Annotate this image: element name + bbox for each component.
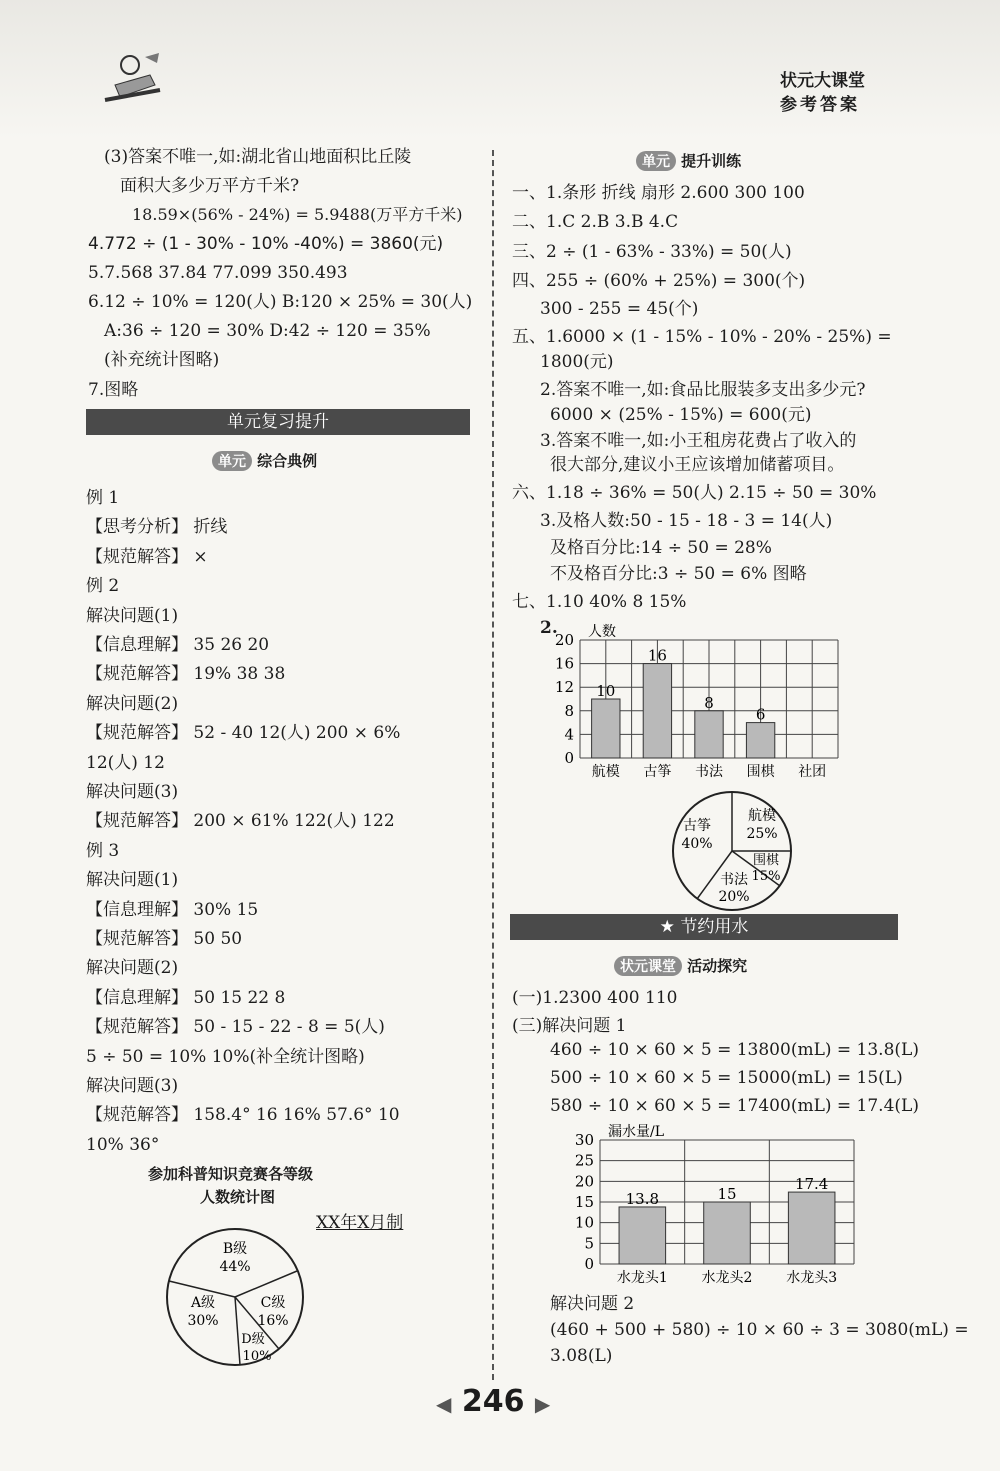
subsection-heading — [636, 150, 741, 171]
pie-label: 30% — [187, 1313, 219, 1329]
example-line: 解决问题(2) — [86, 958, 179, 978]
answer-line: 不及格百分比:3 ÷ 50 = 6% 图略 — [550, 564, 807, 584]
pie-label: 40% — [681, 836, 713, 852]
subsection-heading — [614, 955, 747, 976]
chart-number-label: 2. — [540, 618, 558, 638]
bar — [704, 1202, 751, 1264]
y-tick-label: 10 — [574, 1213, 594, 1232]
answer-line: 500 ÷ 10 × 60 × 5 = 15000(mL) = 15(L) — [550, 1068, 903, 1088]
x-tick-label: 书法 — [695, 764, 723, 780]
answer-line: (460 + 500 + 580) ÷ 10 × 60 ÷ 3 = 3080(mL) = — [550, 1320, 969, 1340]
answer-line: 三、2 ÷ (1 - 63% - 33%) = 50(人) — [512, 242, 792, 262]
subsection-heading — [212, 450, 317, 471]
example-line: 【规范解答】 200 × 61% 122(人) 122 — [86, 811, 395, 831]
pie-label: A级 — [190, 1295, 216, 1311]
y-tick-label: 15 — [574, 1193, 594, 1211]
example-line: 【规范解答】 50 - 15 - 22 - 8 = 5(人) — [86, 1017, 385, 1037]
data-label: 6 — [755, 705, 766, 724]
answer-line: 7.图略 — [88, 380, 139, 400]
answer-line: (一)1.2300 400 110 — [512, 988, 678, 1008]
star-icon: ★ — [659, 917, 681, 937]
bar — [592, 699, 620, 758]
answer-line: 七、1.10 40% 8 15% — [512, 592, 687, 612]
answer-line: 很大部分,建议小王应该增加储蓄项目。 — [550, 455, 845, 475]
example-line: 【规范解答】 50 50 — [86, 929, 243, 949]
subsection-title: 综合典例 — [257, 452, 318, 470]
answer-line: 四、255 ÷ (60% + 25%) = 300(个) — [512, 271, 806, 291]
example-line: 【规范解答】 52 - 40 12(人) 200 × 6% — [86, 723, 401, 743]
pie-label: 10% — [242, 1349, 272, 1364]
section-bar-review: 单元复习提升 — [86, 409, 470, 435]
bar — [695, 711, 723, 758]
example-line: 【规范解答】 × — [86, 547, 208, 567]
next-arrow-icon: ▶ — [534, 1392, 551, 1416]
y-tick-label: 0 — [584, 1255, 594, 1273]
x-tick-label: 水龙头1 — [616, 1270, 668, 1286]
section-bar-title: 节约用水 — [680, 917, 749, 937]
answer-line: 460 ÷ 10 × 60 × 5 = 13800(mL) = 13.8(L) — [550, 1040, 919, 1060]
example-line: 10% 36° — [86, 1135, 160, 1155]
pie-label: 围棋 — [752, 853, 780, 868]
y-tick-label: 5 — [584, 1234, 594, 1253]
answer-line: 1800(元) — [540, 352, 614, 372]
section-bar-water — [510, 914, 898, 940]
answer-line: 6000 × (25% - 15%) = 600(元) — [550, 405, 812, 425]
y-tick-label: 12 — [554, 678, 574, 697]
answer-line: 18.59×(56% - 24%) = 5.9488(万平方千米) — [132, 205, 463, 224]
example-line: 例 2 — [86, 576, 120, 596]
answer-line: 4.772 ÷ (1 - 30% - 10% -40%) = 3860(元) — [88, 234, 444, 254]
answer-line: 二、1.C 2.B 3.B 4.C — [512, 212, 679, 232]
example-line: 【信息理解】 50 15 22 8 — [86, 988, 286, 1008]
answer-line: 五、1.6000 × (1 - 15% - 10% - 20% - 25%) = — [512, 327, 892, 347]
data-label: 17.4 — [794, 1175, 829, 1194]
mascot-icon — [95, 45, 175, 115]
example-line: 例 1 — [86, 488, 120, 508]
data-label: 8 — [704, 693, 714, 712]
y-axis-label: 人数 — [588, 624, 616, 640]
answer-line: 3.08(L) — [550, 1346, 613, 1366]
answer-line: 580 ÷ 10 × 60 × 5 = 17400(mL) = 17.4(L) — [550, 1096, 919, 1116]
example-line: 解决问题(3) — [86, 1076, 179, 1096]
bar — [619, 1207, 666, 1264]
example-line: 解决问题(3) — [86, 782, 179, 802]
answer-line: 六、1.18 ÷ 36% = 50(人) 2.15 ÷ 50 = 30% — [512, 483, 877, 503]
pie-title-line1: 参加科普知识竞赛各等级 — [148, 1165, 314, 1183]
x-tick-label: 水龙头3 — [786, 1270, 838, 1286]
example-line: 【规范解答】 158.4° 16 16% 57.6° 10 — [86, 1105, 400, 1125]
answer-line: 面积大多少万平方千米? — [120, 176, 300, 196]
club-pie-chart — [662, 790, 802, 912]
data-label: 15 — [717, 1185, 737, 1203]
y-tick-label: 8 — [564, 701, 574, 720]
pie-label: 44% — [219, 1259, 251, 1275]
y-tick-label: 16 — [554, 654, 574, 673]
data-label: 10 — [596, 682, 616, 700]
pie-label: 书法 — [720, 872, 748, 888]
example-line: 解决问题(1) — [86, 606, 179, 626]
pie-label: D级 — [241, 1332, 265, 1347]
pie-label: 20% — [718, 889, 750, 905]
class-badge: 状元课堂 — [614, 956, 682, 976]
y-tick-label: 0 — [564, 749, 574, 767]
answer-line: (补充统计图略) — [104, 350, 220, 370]
example-line: 例 3 — [86, 841, 120, 861]
x-tick-label: 古筝 — [643, 764, 672, 780]
answer-line: 3.答案不唯一,如:小王租房花费占了收入的 — [540, 431, 857, 451]
answer-line: 解决问题 2 — [550, 1294, 635, 1314]
y-tick-label: 25 — [574, 1151, 594, 1170]
example-line: 【信息理解】 30% 15 — [86, 900, 259, 920]
answer-line: 3.及格人数:50 - 15 - 18 - 3 = 14(人) — [540, 511, 833, 531]
example-line: 【信息理解】 35 26 20 — [86, 635, 270, 655]
pie-label: 古筝 — [683, 818, 711, 834]
data-label: 16 — [647, 646, 667, 665]
pie-label: B级 — [222, 1241, 248, 1257]
subsection-title: 提升训练 — [681, 152, 742, 170]
subsection-title: 活动探究 — [687, 957, 748, 975]
answer-line: 2.答案不唯一,如:食品比服装多支出多少元? — [540, 380, 866, 400]
y-tick-label: 4 — [564, 725, 574, 744]
pie-label: C级 — [260, 1295, 286, 1311]
pie-title-line2: 人数统计图 — [200, 1188, 276, 1206]
page-number-row — [436, 1384, 550, 1419]
column-divider — [492, 150, 494, 1380]
y-tick-label: 20 — [554, 631, 574, 649]
x-tick-label: 水龙头2 — [701, 1270, 753, 1286]
water-bar-chart — [548, 1120, 868, 1290]
answer-line: 6.12 ÷ 10% = 120(人) B:120 × 25% = 30(人) — [88, 292, 473, 312]
answer-line: 及格百分比:14 ÷ 50 = 28% — [550, 538, 772, 558]
bar — [788, 1192, 835, 1264]
x-tick-label: 航模 — [591, 764, 620, 780]
page-number: 246 — [461, 1384, 525, 1419]
pie-label: 15% — [751, 869, 781, 884]
pie-label: 25% — [746, 826, 778, 842]
pie-label: 航模 — [748, 808, 776, 824]
pie-date: XX年X月制 — [316, 1213, 404, 1233]
answer-line: (3)答案不唯一,如:湖北省山地面积比丘陵 — [104, 147, 412, 167]
bar — [643, 664, 671, 758]
example-line: 12(人) 12 — [86, 753, 165, 773]
bar — [746, 723, 774, 758]
pie-label: 16% — [257, 1313, 289, 1329]
example-line: 解决问题(2) — [86, 694, 179, 714]
answer-line: 300 - 255 = 45(个) — [540, 299, 699, 319]
x-tick-label: 围棋 — [746, 764, 775, 780]
y-tick-label: 20 — [574, 1172, 594, 1191]
y-axis-label: 漏水量/L — [608, 1124, 665, 1140]
answer-line: 一、1.条形 折线 扇形 2.600 300 100 — [512, 183, 805, 203]
example-line: 解决问题(1) — [86, 870, 179, 890]
y-tick-label: 30 — [574, 1131, 594, 1149]
answer-line: (三)解决问题 1 — [512, 1016, 627, 1036]
unit-badge: 单元 — [636, 151, 676, 171]
example-line: 5 ÷ 50 = 10% 10%(补全统计图略) — [86, 1047, 365, 1067]
x-tick-label: 社团 — [798, 764, 827, 780]
prev-arrow-icon: ◀ — [436, 1392, 452, 1416]
answer-line: A:36 ÷ 120 = 30% D:42 ÷ 120 = 35% — [104, 321, 431, 341]
example-line: 【规范解答】 19% 38 38 — [86, 664, 286, 684]
data-label: 13.8 — [625, 1189, 660, 1208]
grade-pie-chart — [165, 1225, 305, 1370]
unit-badge: 单元 — [212, 451, 252, 471]
brand-subtitle: 参考答案 — [780, 95, 860, 115]
answer-line: 5.7.568 37.84 77.099 350.493 — [88, 263, 348, 283]
brand-title: 状元大课堂 — [780, 71, 865, 91]
example-line: 【思考分析】 折线 — [86, 517, 228, 537]
club-bar-chart — [520, 620, 890, 785]
